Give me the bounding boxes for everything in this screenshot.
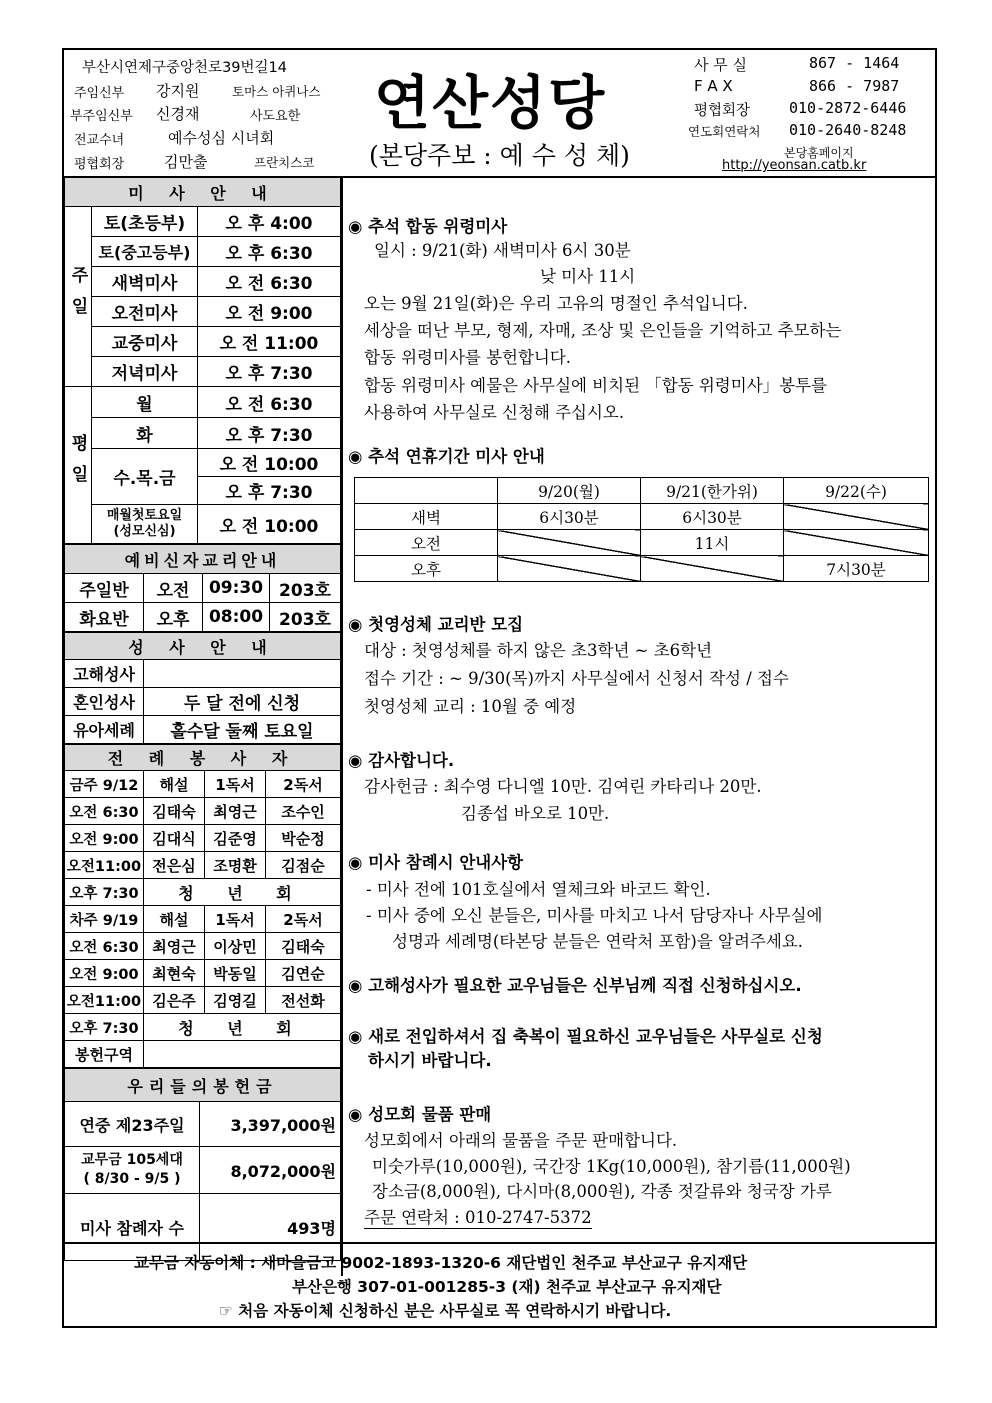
notice-line: 세상을 떠난 부모, 형제, 자매, 조상 및 은인들을 기억하고 추모하는 [364, 321, 842, 340]
mass-time: 오 후 4:00 [198, 207, 341, 237]
contact-label: 사 무 실 [694, 56, 748, 74]
staff-role: 전교수녀 [74, 133, 125, 148]
mass-name: 수.목.금 [92, 449, 198, 505]
liturgy-cell: 2독서 [266, 771, 341, 798]
bullet-icon: ◉ [348, 1027, 363, 1046]
offering-amount: 493명 [200, 1194, 341, 1261]
liturgy-cell: 최영근 [205, 798, 266, 825]
section-title: 예비신자교리안내 [65, 545, 341, 574]
bullet-icon: ◉ [348, 217, 363, 236]
contact-value: 866 - 7987 [809, 77, 900, 95]
notice-line: 사용하여 사무실로 신청해 주십시오. [364, 403, 625, 422]
left-column [64, 177, 341, 1261]
mass-time: 오 전 6:30 [198, 387, 341, 418]
notice-line: 낮 미사 11시 [540, 267, 636, 286]
mass-time: 오 전 10:00 [198, 449, 341, 477]
mass-time: 오 전 11:00 [198, 327, 341, 357]
sacrament-info: 두 달 전에 신청 [144, 688, 341, 716]
liturgy-cell: 김태숙 [266, 933, 341, 960]
offering-name: 미사 참례자 수 [65, 1194, 200, 1261]
notice-title: ◉ 첫영성체 교리반 모집 [348, 615, 524, 634]
table-cell: 오후 [355, 556, 498, 582]
notice-title: ◉ 추석 연휴기간 미사 안내 [348, 447, 545, 466]
table-cell [784, 504, 929, 530]
class-ampm: 오전 [144, 574, 203, 603]
bullet-icon: ◉ [348, 976, 363, 995]
header-staff [64, 50, 334, 175]
bullet-icon: ◉ [348, 751, 363, 770]
liturgy-cell: 오전 6:30 [65, 933, 144, 960]
liturgy-cell: 오전 9:00 [65, 960, 144, 987]
footer-line: ☞ 처음 자동이체 신청하신 분은 사무실로 꼭 연락하시기 바랍니다. [219, 1302, 672, 1320]
mass-time: 오 후 7:30 [198, 418, 341, 449]
liturgy-cell: 청 년 회 [144, 1014, 341, 1041]
notice-title: ◉ 미사 참례시 안내사항 [348, 853, 524, 872]
mass-time: 오 후 6:30 [198, 237, 341, 267]
table-header: 9/22(수) [784, 478, 929, 504]
notice-title-cont: 하시기 바랍니다. [368, 1051, 492, 1070]
liturgy-cell: 박순정 [266, 825, 341, 852]
contact-value: 867 - 1464 [809, 54, 900, 72]
notice-line: 접수 기간 : ~ 9/30(목)까지 사무실에서 신청서 작성 / 접수 [364, 669, 789, 688]
mass-time: 오 후 7:30 [198, 477, 341, 505]
offering-amount: 8,072,000원 [200, 1147, 341, 1194]
mass-time: 오 전 9:00 [198, 297, 341, 327]
bulletin-subtitle: (본당주보 : 예 수 성 체) [369, 141, 630, 170]
homepage-label: 본당홈페이지 [784, 146, 854, 160]
table-header: 9/20(월) [498, 478, 641, 504]
liturgy-cell: 최현숙 [144, 960, 205, 987]
liturgy-cell: 조수인 [266, 798, 341, 825]
liturgy-cell: 조명환 [205, 852, 266, 879]
mass-name: 토(중고등부) [92, 237, 198, 267]
sunday-label: 주일 [65, 207, 92, 387]
bulletin-page [62, 48, 937, 1328]
notice-line: 미숫가루(10,000원), 국간장 1Kg(10,000원), 참기름(11,000원) [372, 1157, 851, 1176]
notice-line: 대상 : 첫영성체를 하지 않은 초3학년 ~ 초6학년 [364, 641, 713, 660]
table-cell: 6시30분 [498, 504, 641, 530]
mass-guide-table [64, 177, 341, 544]
mass-name: 월 [92, 387, 198, 418]
contact-label: 연도회연락처 [688, 124, 761, 139]
table-cell [498, 556, 641, 582]
notice-title: ◉ 추석 합동 위령미사 [348, 217, 508, 236]
table-cell: 오전 [355, 530, 498, 556]
contact-label: F A X [694, 77, 733, 95]
notice-line: 첫영성체 교리 : 10월 중 예정 [364, 697, 577, 716]
staff-name: 예수성심 시녀회 [168, 129, 275, 147]
mass-name: 토(초등부) [92, 207, 198, 237]
notice-title: ◉ 성모회 물품 판매 [348, 1105, 492, 1124]
liturgy-cell: 김은주 [144, 987, 205, 1014]
notice-line: 합동 위령미사 예물은 사무실에 비치된 「합동 위령미사」봉투를 [364, 376, 827, 395]
liturgy-cell: 박동일 [205, 960, 266, 987]
liturgy-cell: 오후 7:30 [65, 879, 144, 906]
bullet-icon: ◉ [348, 615, 363, 634]
bullet-icon: ◉ [348, 1105, 363, 1124]
sacrament-info [144, 660, 341, 688]
staff-role: 평협회장 [74, 157, 125, 172]
staff-role: 부주임신부 [70, 109, 133, 124]
sacrament-name: 고해성사 [65, 660, 144, 688]
notice-title: ◉ 새로 전입하셔서 집 축복이 필요하신 교우님들은 사무실로 신청 [348, 1027, 823, 1046]
notice-line: 일시 : 9/21(화) 새벽미사 6시 30분 [374, 241, 631, 260]
liturgy-cell: 차주 9/19 [65, 906, 144, 933]
staff-role: 주임신부 [74, 86, 125, 101]
table-cell [641, 556, 784, 582]
contact-value: 010-2872-6446 [789, 99, 907, 117]
offering-name: 연중 제23주일 [65, 1102, 200, 1147]
mass-name: 오전미사 [92, 297, 198, 327]
mass-time: 오 전 10:00 [198, 505, 341, 544]
liturgy-cell: 이상민 [205, 933, 266, 960]
church-address: 부산시연제구중앙천로39번길14 [82, 60, 287, 76]
liturgy-cell: 청 년 회 [144, 879, 341, 906]
table-cell: 7시30분 [784, 556, 929, 582]
table-cell: 6시30분 [641, 504, 784, 530]
section-title: 우리들의봉헌금 [65, 1069, 341, 1102]
class-time: 08:00 [203, 603, 270, 632]
section-title: 미 사 안 내 [65, 178, 341, 207]
mass-name: 새벽미사 [92, 267, 198, 297]
notice-line: - 미사 전에 101호실에서 열체크와 바코드 확인. [366, 880, 711, 899]
footer-line: 부산은행 307-01-001285-3 (재) 천주교 부산교구 유지재단 [292, 1278, 722, 1296]
mass-time: 오 후 7:30 [198, 357, 341, 387]
table-cell [784, 530, 929, 556]
bullet-icon: ◉ [348, 447, 363, 466]
section-title: 전 례 봉 사 자 [65, 745, 341, 771]
catechumen-table [64, 544, 341, 632]
liturgy-cell: 김준영 [205, 825, 266, 852]
section-title: 성 사 안 내 [65, 633, 341, 660]
liturgy-cell: 전은심 [144, 852, 205, 879]
liturgy-cell: 1독서 [205, 771, 266, 798]
sacrament-info: 홀수달 둘째 토요일 [144, 716, 341, 744]
notice-line: 주문 연락처 : 010-2747-5372 [364, 1204, 592, 1229]
mass-name: 화 [92, 418, 198, 449]
sacrament-name: 유아세례 [65, 716, 144, 744]
class-name: 주일반 [65, 574, 144, 603]
liturgy-cell: 오전11:00 [65, 987, 144, 1014]
liturgy-cell: 해설 [144, 771, 205, 798]
class-name: 화요반 [65, 603, 144, 632]
notice-line: 김종섭 바오로 10만. [461, 804, 610, 823]
liturgy-cell: 오전 6:30 [65, 798, 144, 825]
offering-area-label: 봉헌구역 [65, 1041, 144, 1068]
staff-name: 김만출 [164, 153, 208, 171]
contact-value: 010-2640-8248 [789, 121, 907, 139]
staff-baptism: 사도요한 [250, 109, 301, 124]
liturgy-table [64, 744, 341, 1068]
liturgy-cell: 2독서 [266, 906, 341, 933]
notice-line: 오는 9월 21일(화)은 우리 고유의 명절인 추석입니다. [364, 294, 748, 313]
bullet-icon: ◉ [348, 853, 363, 872]
weekday-label: 평일 [65, 387, 92, 544]
mass-time: 오 전 6:30 [198, 267, 341, 297]
liturgy-cell: 김연순 [266, 960, 341, 987]
offering-table [64, 1068, 341, 1261]
notice-line: - 미사 중에 오신 분들은, 미사를 마치고 나서 담당자나 사무실에 [366, 906, 823, 925]
class-room: 203호 [270, 603, 341, 632]
homepage-link[interactable]: http://yeonsan.catb.kr [722, 158, 867, 173]
notice-line: 합동 위령미사를 봉헌합니다. [364, 348, 572, 367]
church-title: 연산성당 [374, 69, 607, 137]
notice-title: ◉ 고해성사가 필요한 교우님들은 신부님께 직접 신청하십시오. [348, 976, 802, 995]
liturgy-cell: 김영길 [205, 987, 266, 1014]
liturgy-cell: 오전11:00 [65, 852, 144, 879]
footer-line: 교무금 자동이체 : 새마을금고 9002-1893-1320-6 재단법인 천주교 부산교구 유지재단 [134, 1254, 748, 1272]
liturgy-cell: 오후 7:30 [65, 1014, 144, 1041]
mass-name: 교중미사 [92, 327, 198, 357]
table-header: 9/21(한가위) [641, 478, 784, 504]
liturgy-cell: 금주 9/12 [65, 771, 144, 798]
notice-line: 성명과 세례명(타본당 분들은 연락처 포함)을 알려주세요. [392, 932, 803, 951]
offering-amount: 3,397,000원 [200, 1102, 341, 1147]
notice-line: 감사헌금 : 최수영 다니엘 10만. 김여린 카타리나 20만. [364, 777, 762, 796]
liturgy-cell: 1독서 [205, 906, 266, 933]
liturgy-cell: 전선화 [266, 987, 341, 1014]
liturgy-cell: 김태숙 [144, 798, 205, 825]
table-cell [498, 530, 641, 556]
liturgy-cell: 최영근 [144, 933, 205, 960]
notice-line: 성모회에서 아래의 물품을 주문 판매합니다. [364, 1131, 678, 1150]
offering-name: 교무금 105세대 ( 8/30 - 9/5 ) [65, 1147, 200, 1194]
column-divider [341, 177, 343, 1276]
liturgy-cell: 오전 9:00 [65, 825, 144, 852]
table-header [355, 478, 498, 504]
staff-name: 강지원 [156, 82, 200, 100]
staff-name: 신경재 [156, 105, 200, 123]
staff-baptism: 프란치스코 [254, 155, 315, 170]
class-ampm: 오후 [144, 603, 203, 632]
contact-label: 평협회장 [694, 103, 751, 119]
notice-title: ◉ 감사합니다. [348, 751, 455, 770]
sacrament-name: 혼인성사 [65, 688, 144, 716]
sacrament-table [64, 632, 341, 744]
holiday-mass-table [354, 477, 929, 582]
table-cell: 11시 [641, 530, 784, 556]
liturgy-cell: 김대식 [144, 825, 205, 852]
mass-name: 매월첫토요일 (성모신심) [92, 505, 198, 544]
liturgy-cell: 김점순 [266, 852, 341, 879]
mass-name: 저녁미사 [92, 357, 198, 387]
footer-banking [64, 1242, 935, 1326]
notice-line: 장소금(8,000원), 다시마(8,000원), 각종 젓갈류와 청국장 가루 [372, 1182, 832, 1201]
class-room: 203호 [270, 574, 341, 603]
class-time: 09:30 [203, 574, 270, 603]
liturgy-cell: 해설 [144, 906, 205, 933]
staff-baptism: 토마스 아퀴나스 [232, 84, 321, 99]
table-cell: 새벽 [355, 504, 498, 530]
